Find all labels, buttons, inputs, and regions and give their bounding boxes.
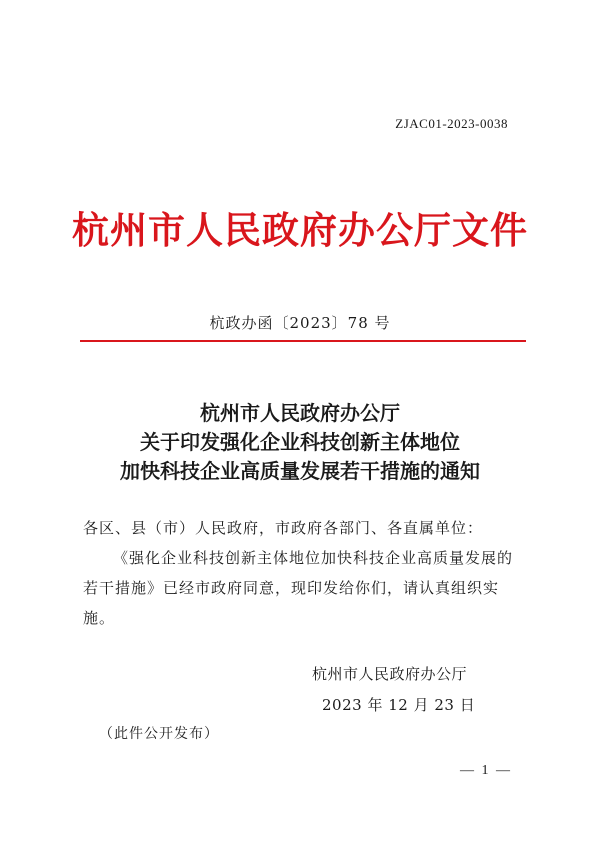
title-line: 关于印发强化企业科技创新主体地位: [140, 430, 460, 454]
publication-note: （此件公开发布）: [99, 726, 219, 742]
red-divider: [80, 340, 526, 342]
signature-date: 2023 年 12 月 23 日: [322, 696, 476, 714]
document-header: 杭州市人民政府办公厅文件: [72, 208, 528, 252]
signature-organization: 杭州市人民政府办公厅: [312, 665, 468, 683]
title-line: 加快科技企业高质量发展若干措施的通知: [120, 459, 480, 483]
body-paragraph: 《强化企业科技创新主体地位加快科技企业高质量发展的若干措施》已经市政府同意，现印发给你们，请认真组织实施。: [83, 549, 514, 627]
salutation: 各区、县（市）人民政府，市政府各部门、各直属单位：: [83, 519, 484, 537]
document-title: [0, 399, 600, 486]
title-line: 杭州市人民政府办公厅: [200, 401, 400, 425]
document-code: ZJAC01-2023-0038: [395, 116, 508, 131]
document-number: 杭政办函〔2023〕78 号: [209, 314, 391, 332]
page-number: — 1 —: [460, 763, 512, 778]
